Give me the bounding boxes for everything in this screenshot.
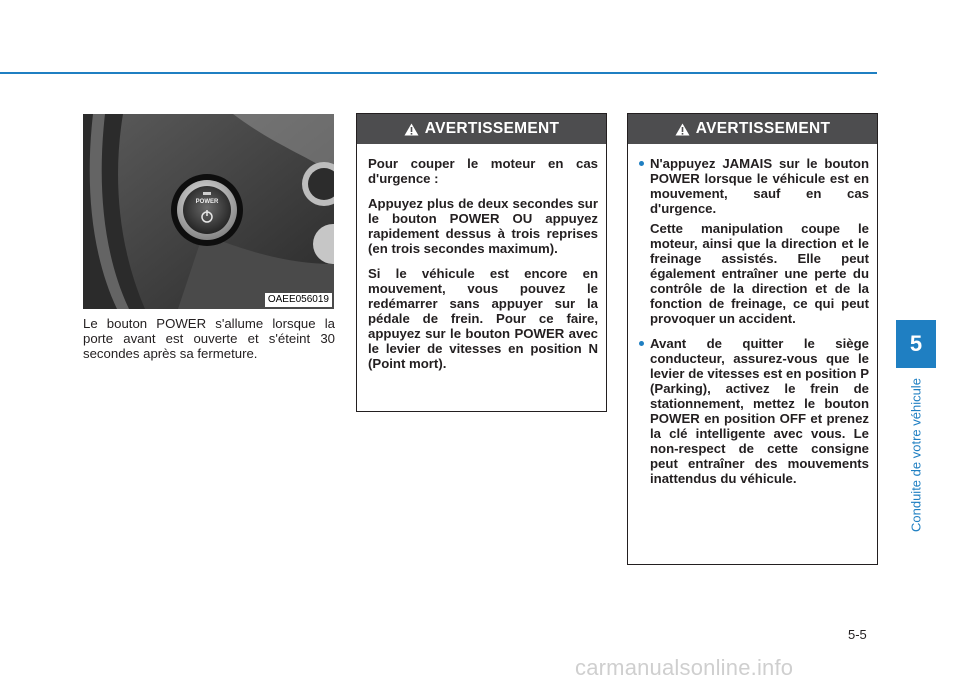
warning-triangle-icon <box>675 123 690 136</box>
page-number: 5-5 <box>848 627 867 642</box>
warning-bullet-text: Avant de quitter le siège conducteur, assurez-vous que le levier de vitesses est en position P (Parking), activez le frein de stationnement, mettez le bouton POWER en position OFF et prenez la clé intelligente avec vous. Le non-respect de cette consigne peut entraîner des mouvements inattendus du véhicule. <box>650 336 869 486</box>
body-paragraph: Le bouton POWER s'allume lorsque la porte avant est ouverte et s'éteint 30 secondes après sa fermeture. <box>83 316 335 361</box>
warning-header <box>628 114 877 144</box>
warning-header <box>357 114 606 144</box>
chapter-title: Conduite de votre véhicule <box>908 378 924 532</box>
watermark: carmanualsonline.info <box>575 655 794 680</box>
bullet-dot-icon <box>639 341 644 346</box>
warning-paragraph: Appuyez plus de deux secondes sur le bouton POWER OU appuyez rapidement dessus à trois reprises (en trois secondes maximum). <box>368 196 598 256</box>
warning-bullet-list <box>639 156 869 486</box>
warning-box-emergency <box>356 113 607 412</box>
warning-box-power-button <box>627 113 878 565</box>
power-button-illustration <box>83 114 334 309</box>
header-rule <box>0 72 877 74</box>
bullet-dot-icon <box>639 161 644 166</box>
figure-caption: OAEE056019 <box>265 293 332 307</box>
warning-paragraph: Si le véhicule est encore en mouvement, vous pouvez le redémarrer sans appuyer sur la pédale de frein. Pour ce faire, appuyez sur le bouton POWER avec le levier de vitesses en position N (Point mort). <box>368 266 598 371</box>
chapter-number-tab: 5 <box>896 320 936 368</box>
warning-heading: AVERTISSEMENT <box>424 120 560 137</box>
warning-paragraph: Pour couper le moteur en cas d'urgence : <box>368 156 598 186</box>
warning-bullet-text: N'appuyez JAMAIS sur le bouton POWER lorsque le véhicule est en mouvement, sauf en cas d'urgence. <box>650 156 869 216</box>
warning-triangle-icon <box>404 123 419 136</box>
warning-bullet <box>639 156 869 326</box>
warning-heading: AVERTISSEMENT <box>695 120 831 137</box>
warning-bullet <box>639 336 869 486</box>
power-button-photo <box>83 114 334 309</box>
warning-bullet-subtext: Cette manipulation coupe le moteur, ainsi que la direction et le freinage assistés. Elle peut également entraîner une perte du contrôle de la direction et de la fonction de freinage, ce qui peut provoquer un accident. <box>650 221 869 326</box>
power-button-label: POWER <box>195 199 219 205</box>
